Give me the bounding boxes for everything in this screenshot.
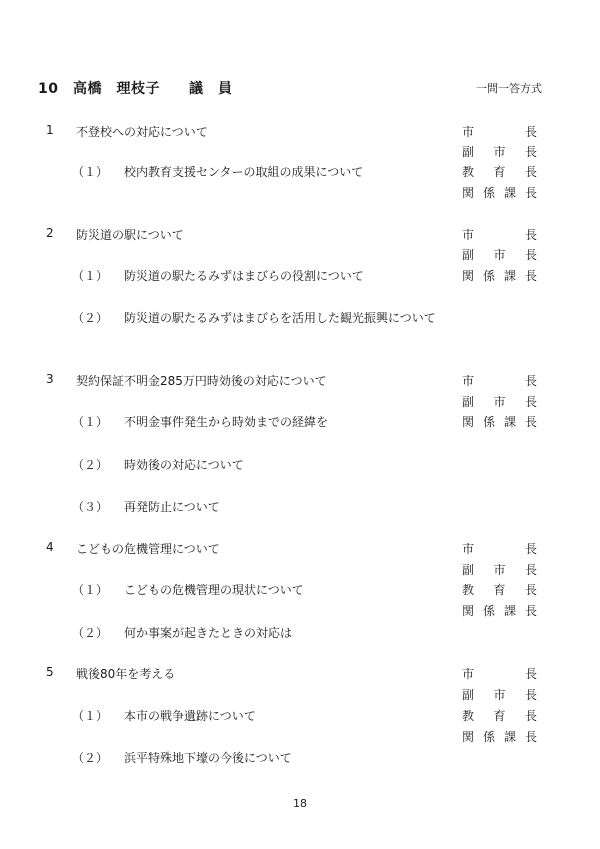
subitem-label: （１） <box>72 165 109 179</box>
respondent: 関 係 課 長 <box>462 730 537 744</box>
subitem-text: こどもの危機管理の現状について <box>124 583 304 597</box>
subitem-label: （２） <box>72 311 109 325</box>
respondent: 副 市 長 <box>462 248 537 262</box>
subitem-text: 校内教育支援センターの取組の成果について <box>124 165 364 179</box>
subitem-text: 再発防止について <box>124 500 220 514</box>
item-title: こどもの危機管理について <box>76 542 220 556</box>
respondent: 副 市 長 <box>462 688 537 702</box>
subitem-label: （２） <box>72 458 109 472</box>
subitem-text: 浜平特殊地下壕の今後について <box>124 751 292 765</box>
subitem-label: （１） <box>72 269 109 283</box>
subitem-label: （２） <box>72 751 109 765</box>
respondent: 市 長 <box>462 542 537 556</box>
item-title: 契約保証不明金285万円時効後の対応について <box>76 374 327 388</box>
respondent: 市 長 <box>462 228 537 242</box>
item-number: 3 <box>46 372 54 386</box>
item-number: 5 <box>46 665 54 679</box>
respondent: 副 市 長 <box>462 145 537 159</box>
subitem-text: 不明金事件発生から時効までの経緯を <box>124 415 329 429</box>
subitem-label: （１） <box>72 415 109 429</box>
respondent: 関 係 課 長 <box>462 415 537 429</box>
subitem-label: （３） <box>72 500 109 514</box>
respondent: 市 長 <box>462 667 537 681</box>
respondent: 教 育 長 <box>462 709 537 723</box>
item-title: 防災道の駅について <box>76 228 184 242</box>
respondent: 教 育 長 <box>462 165 537 179</box>
item-title: 不登校への対応について <box>76 125 208 139</box>
respondent: 市 長 <box>462 125 537 139</box>
speaker-title: 10 高橋 理枝子 議 員 <box>38 81 233 97</box>
subitem-text: 本市の戦争遺跡について <box>124 709 256 723</box>
respondent: 市 長 <box>462 374 537 388</box>
respondent: 関 係 課 長 <box>462 604 537 618</box>
subitem-text: 時効後の対応について <box>124 458 244 472</box>
item-number: 2 <box>46 226 54 240</box>
respondent: 関 係 課 長 <box>462 269 537 283</box>
subitem-text: 防災道の駅たるみずはまびらを活用した観光振興について <box>124 311 436 325</box>
subitem-label: （２） <box>72 626 109 640</box>
subitem-text: 防災道の駅たるみずはまびらの役割について <box>124 269 364 283</box>
respondent: 副 市 長 <box>462 395 537 409</box>
subitem-text: 何か事案が起きたときの対応は <box>124 626 293 640</box>
question-method: 一問一答方式 <box>476 82 542 95</box>
respondent: 関 係 課 長 <box>462 186 537 200</box>
item-number: 1 <box>46 123 54 137</box>
respondent: 教 育 長 <box>462 583 537 597</box>
item-title: 戦後80年を考える <box>76 667 176 681</box>
subitem-label: （１） <box>72 583 109 597</box>
subitem-label: （１） <box>72 709 109 723</box>
page-number: 18 <box>293 797 307 810</box>
item-number: 4 <box>46 540 54 554</box>
respondent: 副 市 長 <box>462 563 537 577</box>
